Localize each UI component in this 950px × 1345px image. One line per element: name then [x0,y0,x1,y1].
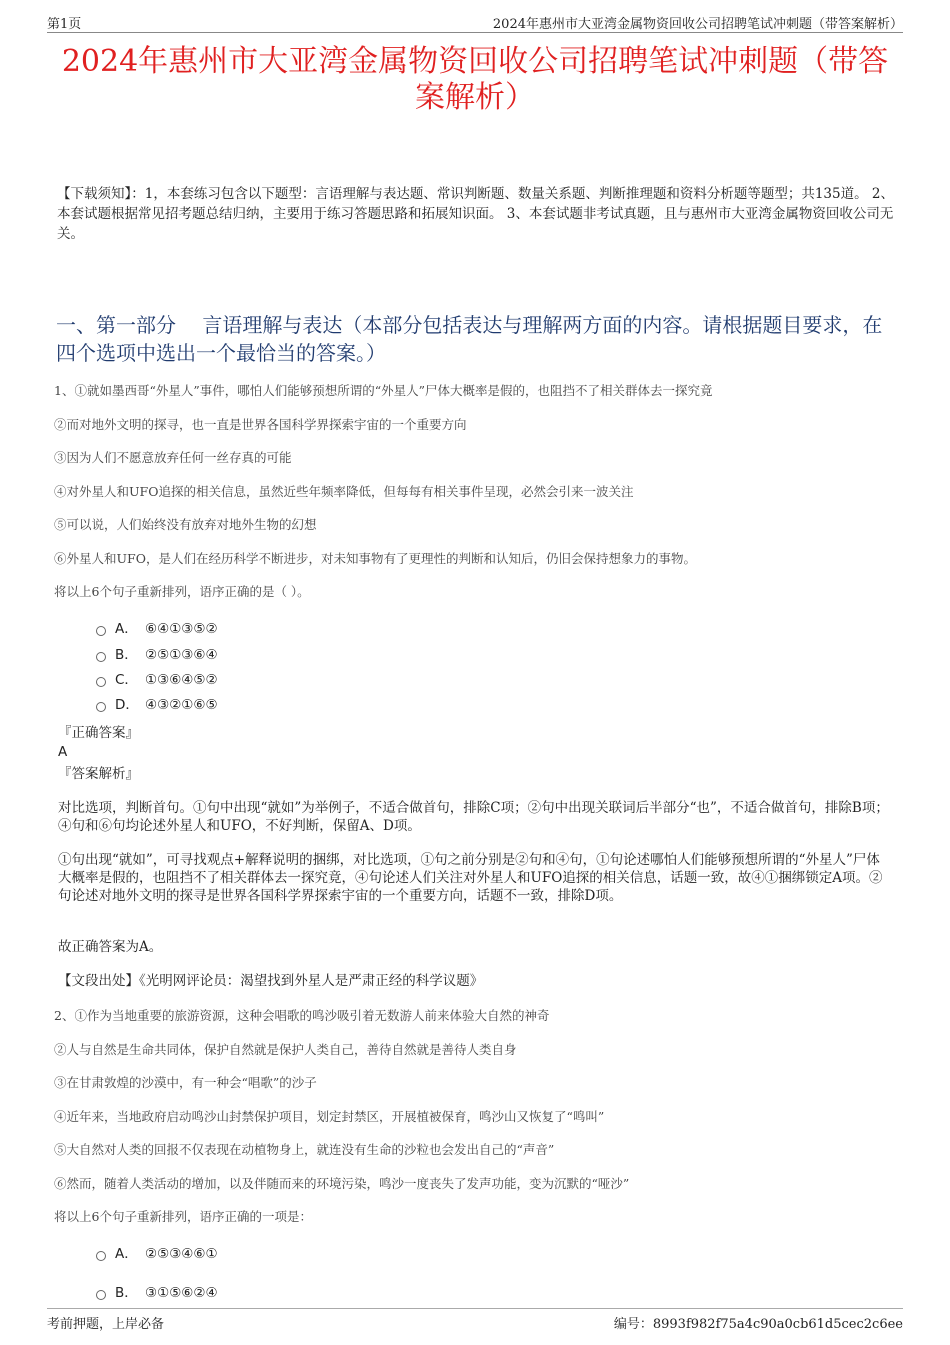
option-letter: C． [115,672,138,688]
option-letter: D． [115,697,139,713]
q1-sentence-2: ②而对地外文明的探寻，也一直是世界各国科学界探索宇宙的一个重要方向 [54,417,467,432]
option-letter: B． [115,647,138,663]
option-text: ①③⑥④⑤② [145,672,218,688]
answer-value: A [58,744,68,760]
q1-option-b[interactable] [96,646,218,664]
q1-sentence-4: ④对外星人和UFO追探的相关信息，虽然近些年频率降低，但每每有相关事件呈现，必然会引来一波关注 [54,484,634,499]
option-text: ④③②①⑥⑤ [145,697,218,713]
q1-sentence-3: ③因为人们不愿意放弃任何一丝存真的可能 [54,450,292,465]
answer-label: 『正确答案』 [58,725,139,741]
analysis-label: 『答案解析』 [58,766,139,782]
q2-sentence-5: ⑤大自然对人类的回报不仅表现在动植物身上，就连没有生命的沙粒也会发出自己的“声音” [54,1142,555,1157]
q2-prompt: 将以上6个句子重新排列，语序正确的一项是： [54,1209,312,1224]
option-text: ⑥④①③⑤② [145,621,218,637]
download-notice: 【下载须知】：1，本套练习包含以下题型：言语理解与表达题、常识判断题、数量关系题、判断推理题和资料分析题等题型；共135道。 2、本套试题根据常见招考题总结归纳，主要用于练习答题思路和拓展知识面。 3、本套试题非考试真题，且与惠州市大亚湾金属物资回收公司无关。 [57,186,894,242]
radio-icon[interactable] [96,1251,106,1261]
option-text: ③①⑤⑥②④ [145,1285,218,1301]
q1-option-d[interactable] [96,696,218,714]
analysis-paragraph-2: ①句出现“就如”，可寻找观点+解释说明的捆绑，对比选项，①句之前分别是②句和④句，①句论述哪怕人们能够预想所谓的“外星人”尸体大概率是假的，也阻挡不了相关群体去一探究竟，④句论述人们关注对外星人和UFO追探的相关信息，话题一致，故④①捆绑锁定A项。②句论述对地外文明的探寻是世界各国科学界探索宇宙的一个重要方向，话题不一致，排除D项。 [58,852,883,904]
q1-sentence-6: ⑥外星人和UFO，是人们在经历科学不断进步，对未知事物有了更理性的判断和认知后，仍旧会保持想象力的事物。 [54,551,696,566]
header-divider [47,32,903,33]
option-letter: A． [115,621,138,637]
q1-sentence-1: 1、①就如墨西哥“外星人”事件，哪怕人们能够预想所谓的“外星人”尸体大概率是假的，也阻挡不了相关群体去一探究竟 [54,383,713,398]
document-title: 2024年惠州市大亚湾金属物资回收公司招聘笔试冲刺题（带答案解析） [61,44,889,115]
q2-sentence-1: 2、①作为当地重要的旅游资源，这种会唱歌的鸣沙吸引着无数游人前来体验大自然的神奇 [54,1008,550,1023]
footer-document-id: 编号：8993f982f75a4c90a0cb61d5cec2c6ee [613,1317,903,1332]
analysis-paragraph-1: 对比选项，判断首句。①句中出现“就如”为举例子，不适合做首句，排除C项；②句中出现关联词后半部分“也”，不适合做首句，排除B项；④句和⑥句均论述外星人和UFO，不好判断，保留A、D项。 [58,800,889,834]
page-number: 第1页 [47,17,82,32]
q1-option-c[interactable] [96,671,218,689]
q2-sentence-4: ④近年来，当地政府启动鸣沙山封禁保护项目，划定封禁区，开展植被保育，鸣沙山又恢复了“鸣叫” [54,1109,605,1124]
q2-option-b[interactable] [96,1284,218,1302]
q2-sentence-3: ③在甘肃敦煌的沙漠中，有一种会“唱歌”的沙子 [54,1075,317,1090]
q1-option-a[interactable] [96,620,218,638]
option-text: ②⑤③④⑥① [145,1246,218,1262]
q2-sentence-2: ②人与自然是生命共同体，保护自然就是保护人类自己，善待自然就是善待人类自身 [54,1042,517,1057]
footer-slogan: 考前押题，上岸必备 [47,1317,165,1332]
header-doc-title: 2024年惠州市大亚湾金属物资回收公司招聘笔试冲刺题（带答案解析） [492,17,903,32]
page-header [47,13,903,33]
analysis-conclusion: 故正确答案为A。 [58,939,163,955]
footer-divider [47,1308,903,1309]
q2-option-a[interactable] [96,1245,218,1263]
option-text: ②⑤①③⑥④ [145,647,218,663]
option-letter: A． [115,1246,138,1262]
q1-prompt: 将以上6个句子重新排列，语序正确的是（ ）。 [54,584,310,599]
q1-sentence-5: ⑤可以说，人们始终没有放弃对地外生物的幻想 [54,517,317,532]
option-letter: B． [115,1285,138,1301]
q2-sentence-6: ⑥然而，随着人类活动的增加，以及伴随而来的环境污染，鸣沙一度丧失了发声功能，变为沉默的“哑沙” [54,1176,630,1191]
source-citation: 【文段出处】《光明网评论员：渴望找到外星人是严肃正经的科学议题》 [58,973,484,989]
radio-icon[interactable] [96,1290,106,1300]
radio-icon[interactable] [96,677,106,687]
section-title: 一、第一部分 言语理解与表达（本部分包括表达与理解两方面的内容。请根据题目要求，在四个选项中选出一个最恰当的答案。） [56,313,883,365]
radio-icon[interactable] [96,626,106,636]
radio-icon[interactable] [96,652,106,662]
radio-icon[interactable] [96,702,106,712]
